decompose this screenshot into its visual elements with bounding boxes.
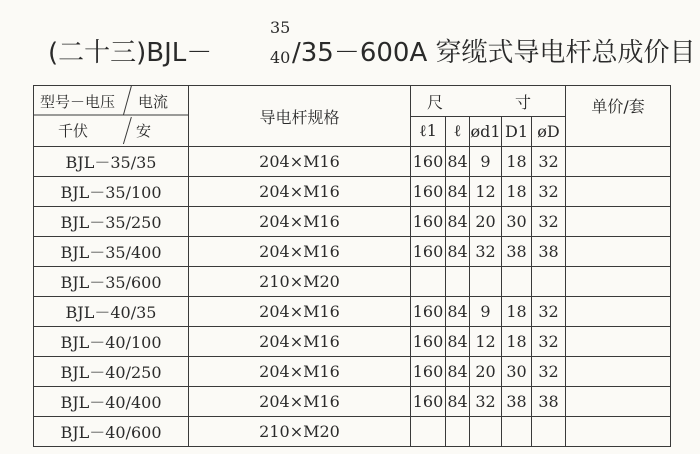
cell-price xyxy=(566,147,671,177)
table-row xyxy=(34,267,671,297)
cell-D1: 18 xyxy=(502,297,532,327)
cell-l1: 160 xyxy=(411,207,446,237)
model-voltage-current-header xyxy=(34,86,189,147)
cell-price xyxy=(566,387,671,417)
table-row xyxy=(34,387,671,417)
cell-l1: 160 xyxy=(411,327,446,357)
cell-spec: 204×M16 xyxy=(189,177,411,207)
cell-l xyxy=(446,417,470,447)
cell-D1: 38 xyxy=(502,237,532,267)
cell-d1: 20 xyxy=(470,357,502,387)
cell-l1: 160 xyxy=(411,147,446,177)
cell-D: 38 xyxy=(532,387,566,417)
header-dim-d1: ød1 xyxy=(470,116,502,147)
cell-spec: 204×M16 xyxy=(189,327,411,357)
cell-D1 xyxy=(502,267,532,297)
cell-D1: 30 xyxy=(502,207,532,237)
cell-D: 32 xyxy=(532,147,566,177)
cell-price xyxy=(566,327,671,357)
title-suffix: /35－600A 穿缆式导电杆总成价目 xyxy=(292,38,696,68)
cell-price xyxy=(566,417,671,447)
cell-model: BJL－35/35 xyxy=(34,147,189,177)
cell-d1: 9 xyxy=(470,297,502,327)
header-current: 电流 xyxy=(138,93,169,111)
cell-d1: 12 xyxy=(470,327,502,357)
cell-D: 38 xyxy=(532,237,566,267)
cell-l: 84 xyxy=(446,237,470,267)
cell-model: BJL－35/400 xyxy=(34,237,189,267)
cell-l xyxy=(446,267,470,297)
cell-model: BJL－40/400 xyxy=(34,387,189,417)
table-row xyxy=(34,147,671,177)
table-row xyxy=(34,177,671,207)
header-dimension-right: 寸 xyxy=(515,93,532,112)
cell-d1 xyxy=(470,267,502,297)
cell-D1: 38 xyxy=(502,387,532,417)
table-row xyxy=(34,357,671,387)
cell-l1: 160 xyxy=(411,177,446,207)
cell-price xyxy=(566,297,671,327)
cell-d1: 32 xyxy=(470,387,502,417)
cell-D1: 30 xyxy=(502,357,532,387)
cell-price xyxy=(566,237,671,267)
header-unit-price: 单价/套 xyxy=(566,86,671,147)
table-row xyxy=(34,207,671,237)
cell-spec: 204×M16 xyxy=(189,357,411,387)
table-row xyxy=(34,417,671,447)
header-dimension xyxy=(411,86,566,117)
cell-spec: 210×M20 xyxy=(189,267,411,297)
cell-spec: 204×M16 xyxy=(189,237,411,267)
header-dim-D: øD xyxy=(532,116,566,147)
cell-l: 84 xyxy=(446,357,470,387)
header-dim-D1: D1 xyxy=(502,116,532,147)
cell-D1: 18 xyxy=(502,327,532,357)
cell-d1: 9 xyxy=(470,147,502,177)
cell-D1 xyxy=(502,417,532,447)
header-model-voltage: 型号－电压 xyxy=(40,93,116,111)
cell-d1: 20 xyxy=(470,207,502,237)
table-row xyxy=(34,297,671,327)
cell-spec: 204×M16 xyxy=(189,387,411,417)
cell-l1: 160 xyxy=(411,357,446,387)
table-row xyxy=(34,327,671,357)
cell-model: BJL－35/600 xyxy=(34,267,189,297)
cell-price xyxy=(566,207,671,237)
cell-spec: 204×M16 xyxy=(189,147,411,177)
header-dim-l1: ℓ1 xyxy=(411,116,446,147)
cell-spec: 210×M20 xyxy=(189,417,411,447)
cell-l1 xyxy=(411,417,446,447)
cell-l: 84 xyxy=(446,327,470,357)
header-dim-l: ℓ xyxy=(446,116,470,147)
title-fraction-numerator: 35 xyxy=(270,18,291,37)
title-fraction-denominator: 40 xyxy=(270,48,291,67)
title-prefix: (二十三)BJL－ xyxy=(48,38,213,68)
cell-l1: 160 xyxy=(411,297,446,327)
cell-D: 32 xyxy=(532,177,566,207)
cell-l: 84 xyxy=(446,387,470,417)
cell-model: BJL－35/100 xyxy=(34,177,189,207)
cell-d1 xyxy=(470,417,502,447)
header-ampere: 安 xyxy=(136,122,152,140)
cell-model: BJL－40/100 xyxy=(34,327,189,357)
header-dimension-left: 尺 xyxy=(427,93,444,112)
cell-D: 32 xyxy=(532,207,566,237)
cell-price xyxy=(566,267,671,297)
cell-d1: 12 xyxy=(470,177,502,207)
cell-model: BJL－40/35 xyxy=(34,297,189,327)
cell-l: 84 xyxy=(446,177,470,207)
cell-D1: 18 xyxy=(502,147,532,177)
title-fraction xyxy=(270,18,292,70)
cell-model: BJL－35/250 xyxy=(34,207,189,237)
cell-D1: 18 xyxy=(502,177,532,207)
cell-D: 32 xyxy=(532,297,566,327)
cell-l1 xyxy=(411,267,446,297)
cell-l1: 160 xyxy=(411,237,446,267)
cell-l1: 160 xyxy=(411,387,446,417)
cell-D: 32 xyxy=(532,357,566,387)
cell-price xyxy=(566,177,671,207)
cell-l: 84 xyxy=(446,147,470,177)
cell-l: 84 xyxy=(446,297,470,327)
cell-l: 84 xyxy=(446,207,470,237)
price-table xyxy=(33,85,671,447)
cell-D: 32 xyxy=(532,327,566,357)
cell-D xyxy=(532,417,566,447)
header-spec: 导电杆规格 xyxy=(189,86,411,147)
cell-D xyxy=(532,267,566,297)
cell-d1: 32 xyxy=(470,237,502,267)
cell-model: BJL－40/600 xyxy=(34,417,189,447)
cell-spec: 204×M16 xyxy=(189,207,411,237)
cell-spec: 204×M16 xyxy=(189,297,411,327)
header-kilovolt: 千伏 xyxy=(58,122,89,140)
cell-model: BJL－40/250 xyxy=(34,357,189,387)
cell-price xyxy=(566,357,671,387)
table-row xyxy=(34,237,671,267)
